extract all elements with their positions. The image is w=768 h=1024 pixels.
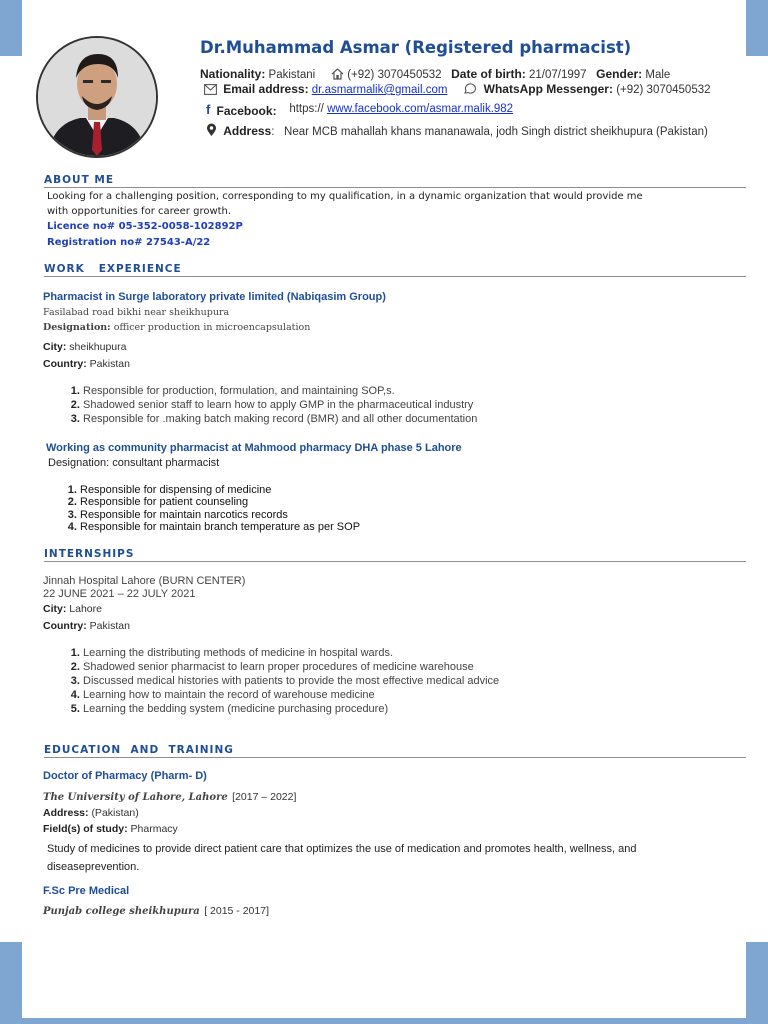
list-item: 2. Shadowed senior staff to learn how to apply GMP in the pharmaceutical industry	[83, 398, 477, 412]
list-item: 2. Responsible for patient counseling	[80, 496, 360, 508]
nationality-label: Nationality:	[200, 67, 266, 81]
internship-duties	[43, 646, 499, 716]
personal-info-row	[200, 67, 670, 83]
registration-number: Registration no# 27543-A/22	[47, 237, 211, 248]
work-heading: WORK EXPERIENCE	[44, 263, 746, 277]
internship-city-value: Lahore	[69, 603, 102, 615]
job-1-duties	[43, 384, 477, 426]
degree-2-institution-row	[43, 901, 269, 919]
whatsapp-value: (+92) 3070450532	[616, 84, 711, 96]
job-1-country-value: Pakistan	[89, 358, 130, 370]
list-item: 1. Responsible for dispensing of medicine	[80, 484, 360, 496]
internships-heading: INTERNSHIPS	[44, 548, 746, 562]
degree-1-institution-row	[43, 787, 296, 805]
contact-info-row	[204, 82, 711, 98]
whatsapp-icon	[463, 83, 477, 98]
address-row: Address: Near MCB mahallah khans mananawala, jodh Singh district sheikhupura (Pakistan)	[206, 123, 708, 140]
internship-dates: 22 JUNE 2021 – 22 JULY 2021	[43, 588, 196, 600]
degree-1-institution: The University of Lahore, Lahore	[43, 792, 228, 803]
job-1-designation-label: Designation:	[43, 322, 111, 333]
list-item: 2. Shadowed senior pharmacist to learn proper procedures of medicine warehouse	[83, 660, 499, 674]
job-1-country	[43, 358, 130, 370]
degree-1-address-value: (Pakistan)	[91, 807, 139, 819]
about-line-2: with opportunities for career growth.	[47, 206, 232, 217]
internship-place: Jinnah Hospital Lahore (BURN CENTER)	[43, 575, 246, 587]
frame-bar-top-left	[0, 0, 22, 56]
facebook-label: Facebook:	[216, 104, 277, 118]
degree-1-field-label: Field(s) of study:	[43, 823, 128, 835]
job-1-country-label: Country:	[43, 358, 87, 370]
degree-1-address-label: Address:	[43, 807, 89, 819]
frame-bar-top-right	[746, 0, 768, 56]
job-1-city	[43, 341, 126, 353]
licence-number: Licence no# 05-352-0058-102892P	[47, 221, 243, 232]
email-label: Email address:	[223, 82, 309, 96]
address-value: Near MCB mahallah khans mananawala, jodh Singh district sheikhupura (Pakistan)	[284, 126, 708, 138]
job-1-city-label: City:	[43, 341, 67, 353]
degree-1-field	[43, 823, 178, 835]
job-2-duties	[40, 484, 360, 533]
profile-photo	[36, 36, 158, 158]
internship-city	[43, 603, 102, 615]
about-heading: ABOUT ME	[44, 174, 746, 188]
location-pin-icon	[206, 123, 217, 140]
email-icon	[204, 84, 217, 98]
degree-1-address	[43, 807, 139, 819]
job-2-title: Working as community pharmacist at Mahmood pharmacy DHA phase 5 Lahore	[46, 442, 462, 454]
degree-2-institution: Punjab college sheikhupura	[43, 906, 200, 917]
education-heading: EDUCATION AND TRAINING	[44, 744, 746, 758]
internship-city-label: City:	[43, 603, 67, 615]
job-1-title: Pharmacist in Surge laboratory private limited (Nabiqasim Group)	[43, 291, 386, 303]
frame-bar-bottom-left	[0, 942, 22, 1024]
facebook-link[interactable]: www.facebook.com/asmar.malik.982	[327, 103, 514, 115]
list-item: 1. Responsible for production, formulation, and maintaining SOP,s.	[83, 384, 477, 398]
degree-2-years: [ 2015 - 2017]	[204, 905, 269, 917]
frame-bar-bottom-right	[746, 942, 768, 1024]
internship-country	[43, 620, 130, 632]
internship-country-value: Pakistan	[89, 620, 130, 632]
whatsapp-label: WhatsApp Messenger:	[483, 82, 613, 96]
degree-2-title: F.Sc Pre Medical	[43, 885, 130, 897]
internship-country-label: Country:	[43, 620, 87, 632]
list-item: 4. Responsible for maintain branch temperature as per SOP	[80, 521, 360, 533]
list-item: 4. Learning how to maintain the record of warehouse medicine	[83, 688, 499, 702]
job-2-designation: Designation: consultant pharmacist	[48, 457, 220, 469]
gender-value: Male	[645, 69, 671, 81]
list-item: 1. Learning the distributing methods of medicine in hospital wards.	[83, 646, 499, 660]
list-item: 3. Responsible for .making batch making record (BMR) and all other documentation	[83, 412, 477, 426]
home-icon	[331, 68, 344, 83]
job-1-location: Fasilabad road bikhi near sheikhupura	[43, 307, 230, 318]
facebook-icon: f	[206, 102, 211, 117]
job-1-city-value: sheikhupura	[69, 341, 127, 353]
about-line-1: Looking for a challenging position, corresponding to my qualification, in a dynamic organization that would provide me	[47, 191, 643, 202]
candidate-name: Dr.Muhammad Asmar (Registered pharmacist)	[200, 38, 632, 57]
resume-page	[22, 0, 746, 1024]
degree-1-title: Doctor of Pharmacy (Pharm- D)	[43, 770, 207, 782]
email-link[interactable]: dr.asmarmalik@gmail.com	[311, 84, 448, 96]
address-label: Address	[223, 124, 272, 138]
dob-value: 21/07/1997	[529, 69, 587, 81]
job-1-designation-value: officer production in microencapsulation	[113, 322, 311, 333]
degree-1-description-line-1: Study of medicines to provide direct patient care that optimizes the use of medication and promotes health, wellness, and	[47, 843, 637, 855]
list-item: 5. Learning the bedding system (medicine purchasing procedure)	[83, 702, 499, 716]
degree-1-field-value: Pharmacy	[130, 823, 178, 835]
dob-label: Date of birth:	[451, 67, 526, 81]
degree-1-description-line-2: diseaseprevention.	[47, 861, 140, 873]
facebook-prefix: https://	[289, 103, 324, 115]
facebook-row	[206, 101, 513, 117]
nationality-value: Pakistani	[268, 69, 316, 81]
profile-photo-figure	[38, 38, 156, 156]
phone-value: (+92) 3070450532	[347, 69, 442, 81]
job-1-designation	[43, 322, 310, 333]
gender-label: Gender:	[596, 67, 643, 81]
list-item: 3. Discussed medical histories with patients to provide the most effective medical advice	[83, 674, 499, 688]
list-item: 3. Responsible for maintain narcotics records	[80, 509, 360, 521]
degree-1-years: [2017 – 2022]	[232, 791, 297, 803]
